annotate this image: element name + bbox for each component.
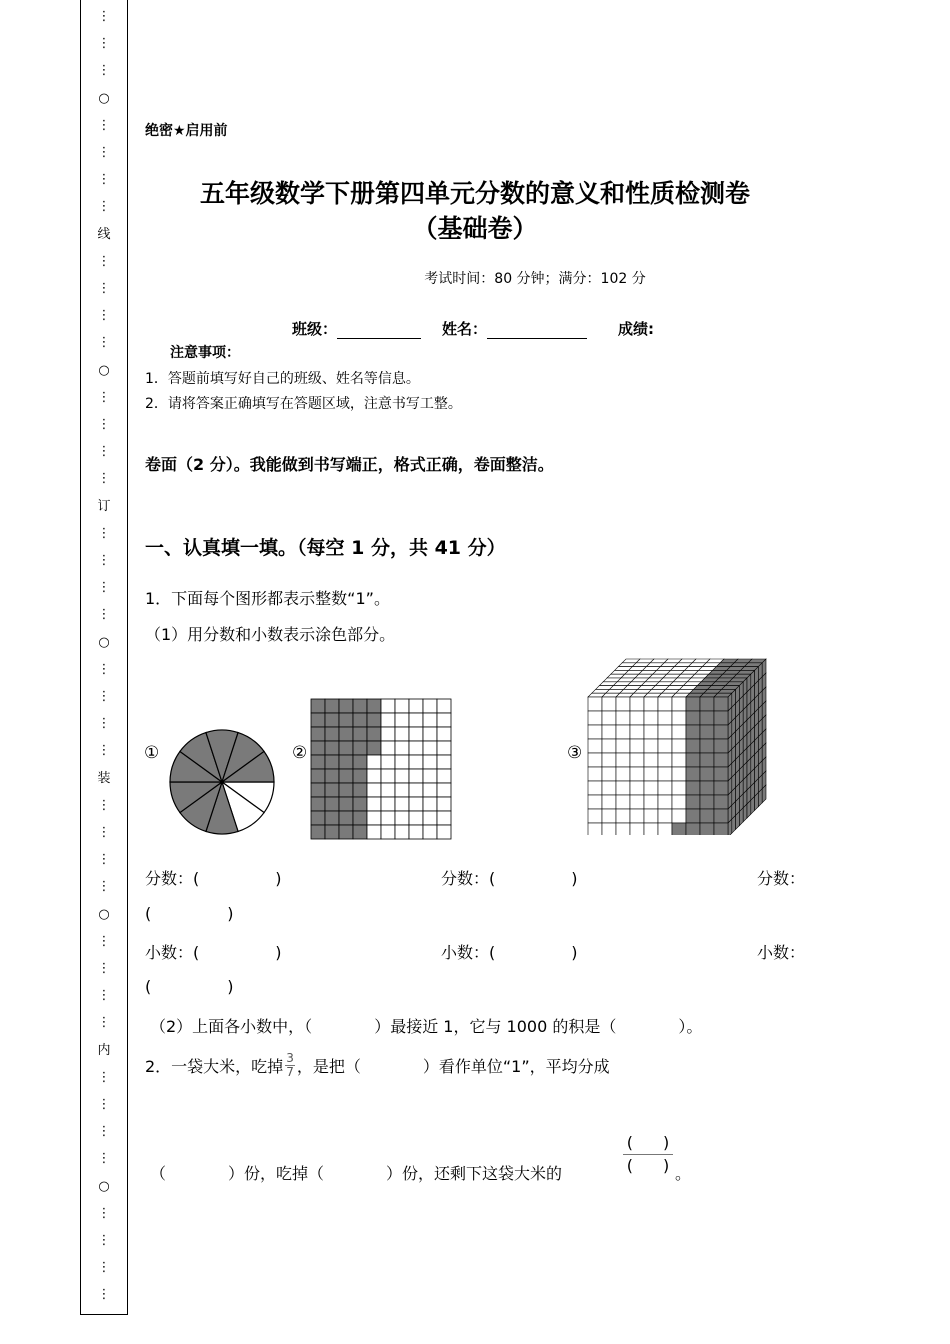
cube-front-cell [644,753,658,767]
cube-front-cell [700,823,714,835]
grid-cell [325,825,339,839]
cube-front-cell [714,809,728,823]
grid-cell [367,713,381,727]
cube-front-cell [630,725,644,739]
cube-front-cell [644,725,658,739]
cube-front-cell [630,697,644,711]
grid-cell [367,755,381,769]
grid-cell [381,811,395,825]
cube-front-cell [644,809,658,823]
cube-front-cell [700,697,714,711]
grid-cell [395,741,409,755]
cube-front-cell [644,739,658,753]
cube-front-cell [616,795,630,809]
cube-front-cell [686,697,700,711]
grid-cell [381,783,395,797]
margin-circle: ○ [98,90,110,106]
cube-front-cell [630,739,644,753]
cube-front-cell [700,781,714,795]
cube-front-cell [602,809,616,823]
grid-cell [409,769,423,783]
margin-circle: ○ [98,1178,110,1194]
cube-front-cell [714,781,728,795]
cube-front-cell [714,711,728,725]
cube-front-cell [672,809,686,823]
grid-cell [325,713,339,727]
grid-cell [423,755,437,769]
margin-dots: ⋮ [97,36,111,52]
cube-front-cell [588,697,602,711]
cube-front-cell [714,697,728,711]
margin-dots: ⋮ [97,988,111,1004]
cube-front-cell [700,809,714,823]
cube-front-cell [700,739,714,753]
grid-cell [325,769,339,783]
margin-dots: ⋮ [97,389,111,405]
cube-front-cell [658,753,672,767]
margin-dots: ⋮ [97,172,111,188]
grid-cell [353,755,367,769]
grid-cell [311,755,325,769]
grid-cell [353,825,367,839]
figure-label-3: ③ [567,743,583,763]
grid-cell [339,755,353,769]
class-blank[interactable] [337,324,421,339]
note-item: 1．答题前填写好自己的班级、姓名等信息。 [145,371,420,387]
cube-front-cell [630,753,644,767]
grid-cell [311,741,325,755]
grid-cell [353,797,367,811]
neatness-statement: 卷面（2 分）。我能做到书写端正，格式正确，卷面整洁。 [145,455,554,474]
grid-cell [325,741,339,755]
note-item: 2．请将答案正确填写在答题区域，注意书写工整。 [145,396,462,412]
margin-label: 装 [97,770,111,786]
cube-front-cell [630,823,644,835]
margin-dots: ⋮ [97,1015,111,1031]
cube-front-cell [588,781,602,795]
grid-cell [381,797,395,811]
cube-front-cell [616,781,630,795]
cube-front-cell [686,795,700,809]
cube-front-cell [602,795,616,809]
margin-dots: ⋮ [97,879,111,895]
fraction-answer-3-label: 分数： [757,869,806,888]
grid-cell [339,769,353,783]
cube-front-cell [644,767,658,781]
margin-dots: ⋮ [97,335,111,351]
margin-dots: ⋮ [97,1124,111,1140]
fraction-answer-3[interactable]: ( ) [145,904,234,923]
cube-front-cell [672,711,686,725]
margin-dots: ⋮ [97,825,111,840]
cube-front-cell [658,711,672,725]
cube-front-cell [616,767,630,781]
margin-dots: ⋮ [97,253,111,269]
grid-cell [311,811,325,825]
grid-cell [339,699,353,713]
margin-dots: ⋮ [97,716,111,732]
name-field[interactable] [442,318,587,339]
grid-cell [325,699,339,713]
margin-dots: ⋮ [97,933,111,949]
cube-front-cell [686,725,700,739]
grid-cell [311,699,325,713]
score-field [618,318,654,339]
grid-cell [353,713,367,727]
cube-front-cell [672,823,686,835]
grid-cell [423,783,437,797]
grid-cell [325,783,339,797]
grid-cell [339,825,353,839]
figure-cube [584,655,774,835]
grid-cell [381,769,395,783]
grid-cell [381,699,395,713]
cube-front-cell [672,781,686,795]
question-1: 1．下面每个图形都表示整数“1”。 [145,589,390,608]
margin-label: 线 [97,226,111,242]
margin-dots: ⋮ [97,444,111,460]
margin-dots: ⋮ [97,553,111,568]
fraction-answer-1[interactable]: 分数：( ) [145,869,282,888]
grid-cell [339,811,353,825]
cube-front-cell [602,711,616,725]
grid-cell [311,797,325,811]
grid-cell [395,825,409,839]
decimal-answer-2[interactable]: 小数：( ) [441,943,578,962]
grid-cell [409,713,423,727]
cube-front-cell [644,711,658,725]
cube-front-cell [686,767,700,781]
margin-dots: ⋮ [97,281,111,296]
cube-front-cell [672,739,686,753]
cube-front-cell [658,781,672,795]
grid-cell [437,741,451,755]
grid-cell [437,769,451,783]
grid-cell [409,783,423,797]
margin-label: 内 [97,1042,111,1058]
margin-dots: ⋮ [97,607,111,623]
secret-label: 绝密★启用前 [145,123,228,139]
margin-dots: ⋮ [97,1233,111,1248]
grid-cell [381,755,395,769]
cube-front-cell [686,823,700,835]
grid-cell [339,741,353,755]
cube-front-cell [714,795,728,809]
margin-dots: ⋮ [97,1205,111,1221]
grid-cell [353,741,367,755]
grid-cell [325,755,339,769]
margin-dots: ⋮ [97,1097,111,1112]
margin-dots: ⋮ [97,145,111,160]
period: 。 [675,1164,692,1183]
cube-front-cell [686,781,700,795]
grid-cell [353,699,367,713]
margin-dots: ⋮ [97,580,111,596]
grid-cell [353,811,367,825]
grid-cell [423,797,437,811]
grid-cell [311,769,325,783]
grid-cell [437,797,451,811]
grid-cell [339,727,353,741]
margin-dots: ⋮ [97,9,111,24]
class-label: 班级： [292,320,338,338]
score-label: 成绩: [618,320,654,338]
question-2: 2．一袋大米，吃掉 $\frac{3}{7}$ ，是把（ ）看作单位“1”，平均分成 [145,1051,610,1079]
cube-front-cell [700,753,714,767]
grid-cell [367,797,381,811]
grid-cell [423,713,437,727]
grid-cell [409,755,423,769]
cube-front-cell [658,739,672,753]
grid-cell [437,825,451,839]
cube-front-cell [630,711,644,725]
grid-cell [437,699,451,713]
grid-cell [395,755,409,769]
fraction-answer-2[interactable]: 分数：( ) [441,869,578,888]
grid-cell [353,769,367,783]
decimal-answer-3-label: 小数： [757,943,806,962]
cube-front-cell [658,795,672,809]
cube-front-cell [672,753,686,767]
grid-cell [409,825,423,839]
grid-cell [367,811,381,825]
cube-front-cell [630,781,644,795]
margin-dots: ⋮ [97,1287,111,1303]
margin-dots: ⋮ [97,1260,111,1276]
cube-front-cell [700,711,714,725]
cube-front-cell [714,725,728,739]
cube-front-cell [588,767,602,781]
figure-grid [310,698,454,842]
cube-front-cell [588,739,602,753]
grid-cell [353,783,367,797]
grid-cell [423,699,437,713]
grid-cell [395,769,409,783]
grid-cell [409,741,423,755]
cube-front-cell [672,697,686,711]
margin-label: 订 [97,498,111,514]
margin-dots: ⋮ [97,63,111,79]
grid-cell [339,797,353,811]
cube-front-cell [616,711,630,725]
grid-cell [395,713,409,727]
margin-circle: ○ [98,362,110,378]
grid-cell [353,727,367,741]
cube-front-cell [616,753,630,767]
grid-cell [367,727,381,741]
cube-front-cell [714,823,728,835]
cube-front-cell [602,823,616,835]
grid-cell [395,811,409,825]
grid-cell [311,713,325,727]
margin-dots: ⋮ [97,743,111,759]
figure-label-2: ② [292,743,308,763]
section-heading: 一、认真填一填。（每空 1 分，共 41 分） [145,537,506,559]
margin-dots: ⋮ [97,117,111,133]
cube-front-cell [630,809,644,823]
margin-dots: ⋮ [97,1151,111,1167]
grid-cell [395,797,409,811]
margin-dots: ⋮ [97,689,111,704]
margin-dots: ⋮ [97,961,111,976]
grid-cell [395,727,409,741]
cube-front-cell [644,697,658,711]
margin-dots: ⋮ [97,661,111,677]
grid-cell [367,769,381,783]
remaining-fraction-blank[interactable]: ( ) ( ) [623,1132,673,1177]
grid-cell [437,783,451,797]
cube-front-cell [658,767,672,781]
decimal-answer-1[interactable]: 小数：( ) [145,943,282,962]
question-1-part-2: （2）上面各小数中，（ ）最接近 1，它与 1000 的积是（ ）。 [150,1017,703,1036]
grid-cell [339,713,353,727]
grid-cell [311,783,325,797]
grid-cell [381,741,395,755]
cube-front-cell [672,767,686,781]
notes-title: 注意事项： [170,345,240,361]
margin-circle: ○ [98,906,110,922]
cube-front-cell [588,753,602,767]
grid-cell [423,825,437,839]
grid-cell [367,741,381,755]
grid-cell [409,727,423,741]
grid-cell [325,797,339,811]
grid-cell [423,769,437,783]
cube-front-cell [686,739,700,753]
cube-front-cell [630,767,644,781]
cube-front-cell [700,767,714,781]
cube-front-cell [700,725,714,739]
page-subtitle: （基础卷） [412,214,538,243]
fraction-three-sevenths: $\frac{3}{7}$ [286,1051,294,1079]
grid-cell [381,713,395,727]
grid-cell [437,811,451,825]
cube-front-cell [602,697,616,711]
grid-cell [381,727,395,741]
cube-front-cell [700,795,714,809]
cube-front-cell [686,809,700,823]
exam-info: 考试时间：80 分钟；满分：102 分 [424,271,646,287]
cube-front-cell [602,725,616,739]
grid-cell [423,811,437,825]
grid-cell [437,727,451,741]
cube-front-cell [658,823,672,835]
cube-front-cell [644,823,658,835]
cube-front-cell [602,767,616,781]
grid-cell [381,825,395,839]
grid-cell [423,727,437,741]
margin-dots: ⋮ [97,1069,111,1085]
grid-cell [423,741,437,755]
cube-front-cell [644,795,658,809]
cube-front-cell [658,809,672,823]
cube-front-cell [616,823,630,835]
margin-dots: ⋮ [97,308,111,324]
cube-front-cell [644,781,658,795]
margin-dots: ⋮ [97,417,111,432]
grid-cell [409,797,423,811]
grid-cell [395,783,409,797]
cube-front-cell [686,753,700,767]
cube-front-cell [658,697,672,711]
decimal-answer-3[interactable]: ( ) [145,977,234,996]
name-blank[interactable] [487,324,587,339]
cube-front-cell [658,725,672,739]
cube-front-cell [588,809,602,823]
cube-front-cell [602,753,616,767]
cube-front-cell [616,809,630,823]
figure-label-1: ① [144,743,160,763]
cube-front-cell [672,795,686,809]
question-2-line-2: （ ）份，吃掉（ ）份，还剩下这袋大米的 [150,1164,563,1183]
cube-front-cell [588,711,602,725]
cube-front-cell [602,739,616,753]
grid-cell [409,811,423,825]
grid-cell [395,699,409,713]
grid-cell [339,783,353,797]
margin-circle: ○ [98,634,110,650]
cube-front-cell [714,739,728,753]
cube-front-cell [616,697,630,711]
cube-front-cell [714,753,728,767]
question-1-part-1: （1）用分数和小数表示涂色部分。 [145,625,396,644]
page-title: 五年级数学下册第四单元分数的意义和性质检测卷 [199,179,750,208]
cube-front-cell [686,711,700,725]
grid-cell [311,825,325,839]
margin-dots: ⋮ [97,797,111,813]
margin-dots: ⋮ [97,525,111,541]
grid-cell [409,699,423,713]
cube-front-cell [630,795,644,809]
margin-dots: ⋮ [97,852,111,868]
class-field[interactable] [292,318,421,339]
grid-cell [437,713,451,727]
grid-cell [367,825,381,839]
grid-cell [325,811,339,825]
name-label: 姓名： [442,320,488,338]
cube-front-cell [616,739,630,753]
cube-front-cell [616,725,630,739]
cube-front-cell [714,767,728,781]
grid-cell [367,783,381,797]
margin-dots: ⋮ [97,199,111,215]
grid-cell [367,699,381,713]
cube-front-cell [588,823,602,835]
cube-front-cell [588,725,602,739]
figure-circle [160,720,284,844]
cube-front-cell [588,795,602,809]
cube-front-cell [672,725,686,739]
grid-cell [437,755,451,769]
grid-cell [311,727,325,741]
grid-cell [325,727,339,741]
margin-dots: ⋮ [97,471,111,487]
cube-front-cell [602,781,616,795]
